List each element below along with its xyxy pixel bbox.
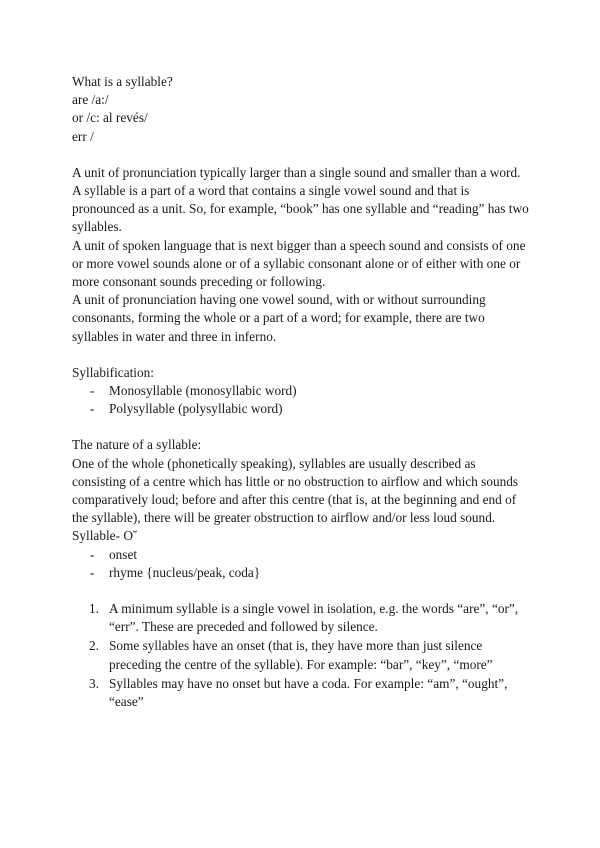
section-title-structure: Syllable- O˘ (72, 528, 138, 544)
numbered-list (72, 600, 532, 711)
definition-paragraph: A unit of spoken language that is next bigger than a speech sound and consists of one or more vowel sounds alone or of a syllabic consonant alone or of either with one or more consonant sounds preceding or following. (72, 237, 526, 290)
nature-paragraph: One of the whole (phonetically speaking), syllables are usually described as consisting of a centre which has little or no obstruction to airflow and which sounds comparatively loud; before and after this centre (that is, at the beginning and end of the syllable), there will be greater obstruction to airflow and/or less loud sound. (72, 455, 519, 526)
list-item: - Polysyllable (polysyllabic word) (72, 400, 532, 418)
item-number: 1. (89, 601, 99, 617)
item-number: 2. (89, 638, 99, 654)
section-title-syllabification: Syllabification: (72, 364, 154, 380)
structure-list (72, 546, 532, 582)
item-text: Some syllables have an onset (that is, they have more than just silence preceding the centre of the syllable). For example: “bar”, “key”, “more” (109, 638, 493, 672)
numbered-item (72, 675, 532, 711)
numbered-item (72, 600, 532, 636)
item-text: Syllables may have no onset but have a coda. For example: “am”, “ought”, “ease” (109, 675, 508, 710)
pron-line: err / (72, 128, 94, 144)
pron-line: are /a:/ (72, 92, 109, 108)
document-page (72, 73, 532, 712)
numbered-item (72, 637, 532, 673)
list-item: - Monosyllable (monosyllabic word) (72, 382, 532, 400)
list-item: - rhyme {nucleus/peak, coda} (72, 564, 532, 582)
definition-paragraph: A syllable is a part of a word that contains a single vowel sound and that is pronounced as a unit. So, for example, “book” has one syllable and “reading” has two syllables. (72, 183, 529, 235)
item-number: 3. (89, 675, 99, 691)
definition-paragraph: A unit of pronunciation typically larger than a single sound and smaller than a word. (72, 164, 521, 180)
list-item: - onset (72, 546, 532, 564)
pron-line: or /c: al revés/ (72, 110, 148, 126)
section-title-nature: The nature of a syllable: (72, 437, 202, 453)
item-text: A minimum syllable is a single vowel in isolation, e.g. the words “are”, “or”, “err”. These are preceded and followed by silence. (109, 601, 519, 635)
definition-paragraph: A unit of pronunciation having one vowel sound, with or without surrounding consonants, forming the whole or a part of a word; for example, there are two syllables in water and three in inferno. (72, 292, 486, 344)
page-heading: What is a syllable? (72, 74, 173, 89)
syllabification-list (72, 382, 532, 418)
